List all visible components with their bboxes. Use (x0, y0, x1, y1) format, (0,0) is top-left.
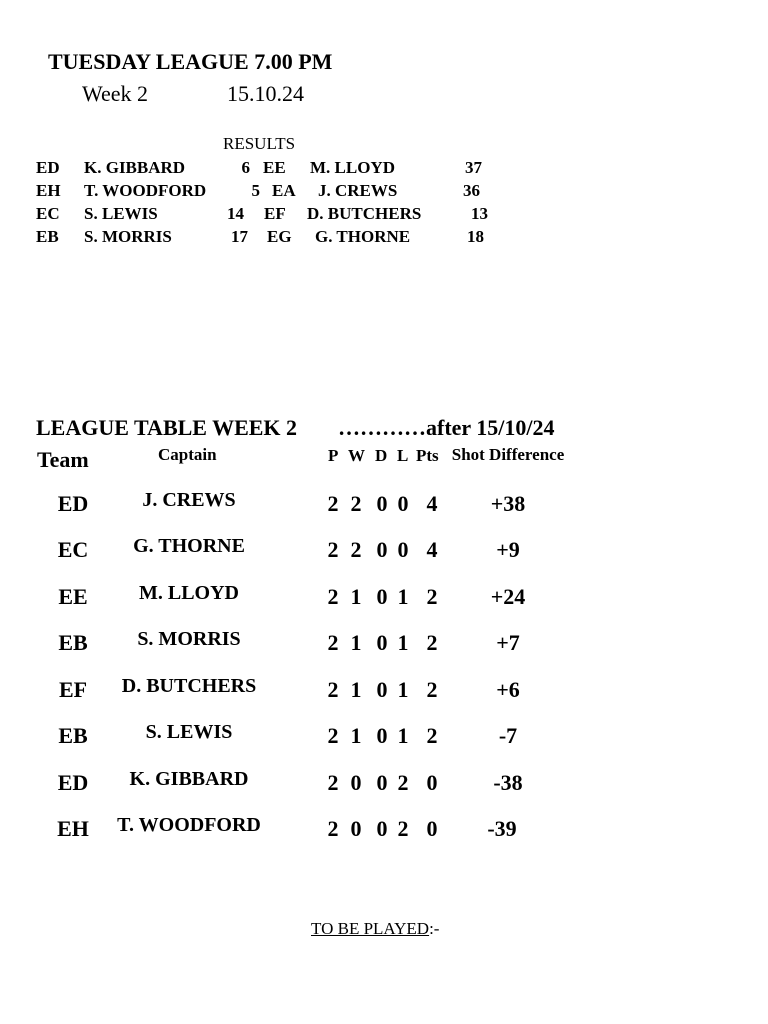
row-points: 0 (426, 770, 438, 795)
row-lost: 0 (397, 491, 409, 516)
row-shot-difference: +6 (496, 677, 520, 702)
row-points: 2 (426, 677, 438, 702)
result-player2: J. CREWS (318, 181, 398, 200)
row-played: 2 (327, 584, 339, 609)
header-drawn: D (375, 446, 388, 465)
row-captain: M. LLOYD (139, 582, 239, 604)
header-played: P (328, 446, 339, 465)
row-captain: G. THORNE (133, 535, 245, 557)
table-row (0, 722, 768, 768)
to-be-played-suffix: :- (429, 919, 440, 938)
result-row (0, 157, 768, 179)
row-played: 2 (327, 491, 339, 516)
row-captain: S. LEWIS (145, 721, 233, 743)
results-heading: RESULTS (223, 134, 296, 153)
row-lost: 1 (397, 723, 409, 748)
result-score2: 13 (471, 204, 488, 223)
row-lost: 0 (397, 537, 409, 562)
row-team: EB (58, 723, 88, 748)
result-player2: M. LLOYD (310, 158, 395, 177)
row-lost: 1 (397, 630, 409, 655)
result-team2: EA (272, 181, 296, 200)
table-row (0, 629, 768, 675)
row-team: EF (58, 677, 88, 702)
row-lost: 2 (397, 816, 409, 841)
row-points: 2 (426, 723, 438, 748)
row-team: EB (58, 630, 88, 655)
result-score1: 14 (227, 204, 244, 223)
row-shot-difference: -7 (498, 723, 518, 748)
row-team: ED (57, 770, 89, 795)
row-points: 4 (426, 491, 438, 516)
league-title: TUESDAY LEAGUE 7.00 PM (48, 49, 333, 74)
row-drawn: 0 (376, 630, 388, 655)
row-won: 2 (350, 491, 362, 516)
row-played: 2 (327, 816, 339, 841)
week-date: 15.10.24 (227, 81, 304, 106)
row-drawn: 0 (376, 677, 388, 702)
header-captain: Captain (158, 445, 217, 464)
header-shot-difference: Shot Difference (451, 445, 565, 464)
row-captain: J. CREWS (142, 489, 236, 511)
result-player2: D. BUTCHERS (307, 204, 422, 223)
row-lost: 2 (397, 770, 409, 795)
row-team: EE (58, 584, 88, 609)
result-team1: ED (36, 158, 60, 177)
week-label: Week 2 (82, 81, 149, 106)
row-shot-difference: +9 (496, 537, 520, 562)
row-won: 0 (350, 816, 362, 841)
result-score2: 36 (463, 181, 480, 200)
row-played: 2 (327, 770, 339, 795)
result-score1: 5 (251, 181, 260, 200)
result-score2: 18 (467, 227, 484, 246)
result-team1: EB (36, 227, 59, 246)
result-score1: 17 (231, 227, 248, 246)
row-drawn: 0 (376, 816, 388, 841)
row-played: 2 (327, 723, 339, 748)
result-row (0, 203, 768, 225)
row-played: 2 (327, 677, 339, 702)
row-lost: 1 (397, 677, 409, 702)
row-lost: 1 (397, 584, 409, 609)
row-drawn: 0 (376, 584, 388, 609)
row-shot-difference: -38 (493, 770, 523, 795)
result-team2: EE (263, 158, 286, 177)
row-won: 2 (350, 537, 362, 562)
row-points: 4 (426, 537, 438, 562)
to-be-played-label: TO BE PLAYED (311, 919, 430, 938)
header-won: W (348, 446, 365, 465)
row-captain: S. MORRIS (137, 628, 241, 650)
table-row (0, 536, 768, 582)
result-team2: EG (267, 227, 292, 246)
row-won: 1 (350, 677, 362, 702)
row-points: 0 (426, 816, 438, 841)
row-shot-difference: +7 (496, 630, 520, 655)
row-drawn: 0 (376, 491, 388, 516)
row-won: 1 (350, 723, 362, 748)
league-table-subtitle: …………after 15/10/24 (338, 415, 555, 440)
to-be-played-heading (311, 918, 439, 940)
row-team: ED (57, 491, 89, 516)
row-shot-difference: -39 (487, 816, 517, 841)
league-table-title: LEAGUE TABLE WEEK 2 (36, 415, 298, 440)
row-captain: T. WOODFORD (117, 814, 261, 836)
result-player2: G. THORNE (315, 227, 411, 246)
row-shot-difference: +38 (490, 491, 526, 516)
row-shot-difference: +24 (490, 584, 526, 609)
row-captain: D. BUTCHERS (121, 675, 257, 697)
result-score2: 37 (465, 158, 482, 177)
table-row (0, 676, 768, 722)
result-player1: K. GIBBARD (84, 158, 186, 177)
table-row (0, 490, 768, 536)
result-player1: S. LEWIS (84, 204, 158, 223)
result-player1: S. MORRIS (84, 227, 172, 246)
row-won: 0 (350, 770, 362, 795)
result-team2: EF (264, 204, 286, 223)
row-team: EC (57, 537, 89, 562)
row-won: 1 (350, 630, 362, 655)
table-row (0, 583, 768, 629)
result-row (0, 226, 768, 248)
result-team1: EC (36, 204, 60, 223)
result-score1: 6 (241, 158, 250, 177)
result-team1: EH (36, 181, 61, 200)
row-drawn: 0 (376, 723, 388, 748)
result-player1: T. WOODFORD (84, 181, 207, 200)
row-points: 2 (426, 584, 438, 609)
row-played: 2 (327, 630, 339, 655)
row-won: 1 (350, 584, 362, 609)
row-drawn: 0 (376, 770, 388, 795)
header-team: Team (37, 447, 89, 472)
table-row (0, 815, 768, 875)
row-points: 2 (426, 630, 438, 655)
header-points: Pts (416, 446, 439, 465)
row-captain: K. GIBBARD (129, 768, 249, 790)
row-drawn: 0 (376, 537, 388, 562)
row-team: EH (57, 816, 89, 841)
table-row (0, 769, 768, 815)
row-played: 2 (327, 537, 339, 562)
result-row (0, 180, 768, 202)
header-lost: L (397, 446, 409, 465)
